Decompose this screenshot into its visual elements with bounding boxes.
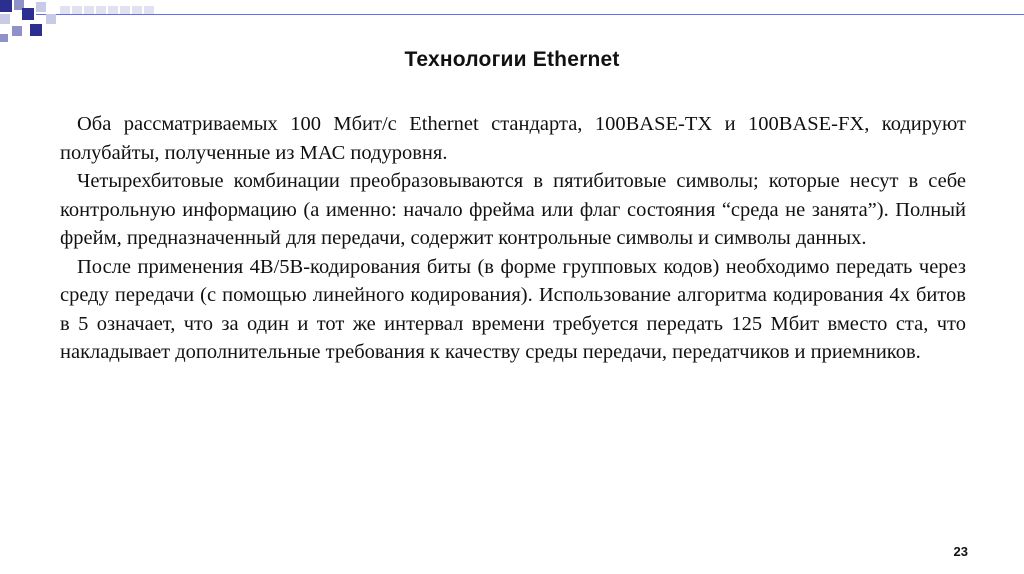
paragraph: После применения 4B/5B-кодирования биты (в форме групповых кодов) необходимо передать через среду передачи (с помощью линейного кодирования). Использование алгоритма кодирования 4х битов в 5 означает, что за один и тот же интервал времени требуется передать 125 Мбит вместо ста, что накладывает дополнительные требования к качеству среды передачи, передатчиков и приемников. (60, 255, 966, 363)
decor-square (0, 34, 8, 42)
header-decoration-strip (60, 6, 1024, 14)
decor-square (0, 14, 10, 24)
decor-square (30, 24, 42, 36)
paragraph: Четырехбитовые комбинации преобразовываются в пятибитовые символы; которые несут в себе контрольную информацию (а именно: начало фрейма или флаг состояния “среда не занята”). Полный фрейм, предназначенный для передачи, содержит контрольные символы и символы данных. (60, 170, 966, 249)
header-rule (36, 14, 1024, 15)
slide-body (60, 110, 966, 367)
decor-square (0, 0, 12, 12)
decor-square (22, 8, 34, 20)
decor-square (12, 26, 22, 36)
decor-square (36, 2, 46, 12)
decor-square (46, 14, 56, 24)
page-number: 23 (953, 544, 968, 559)
slide-title: Технологии Ethernet (404, 48, 620, 71)
paragraph: Оба рассматриваемых 100 Мбит/с Ethernet стандарта, 100BASE-TX и 100BASE-FX, кодируют полубайты, полученные из МАС подуровня. (60, 113, 966, 164)
